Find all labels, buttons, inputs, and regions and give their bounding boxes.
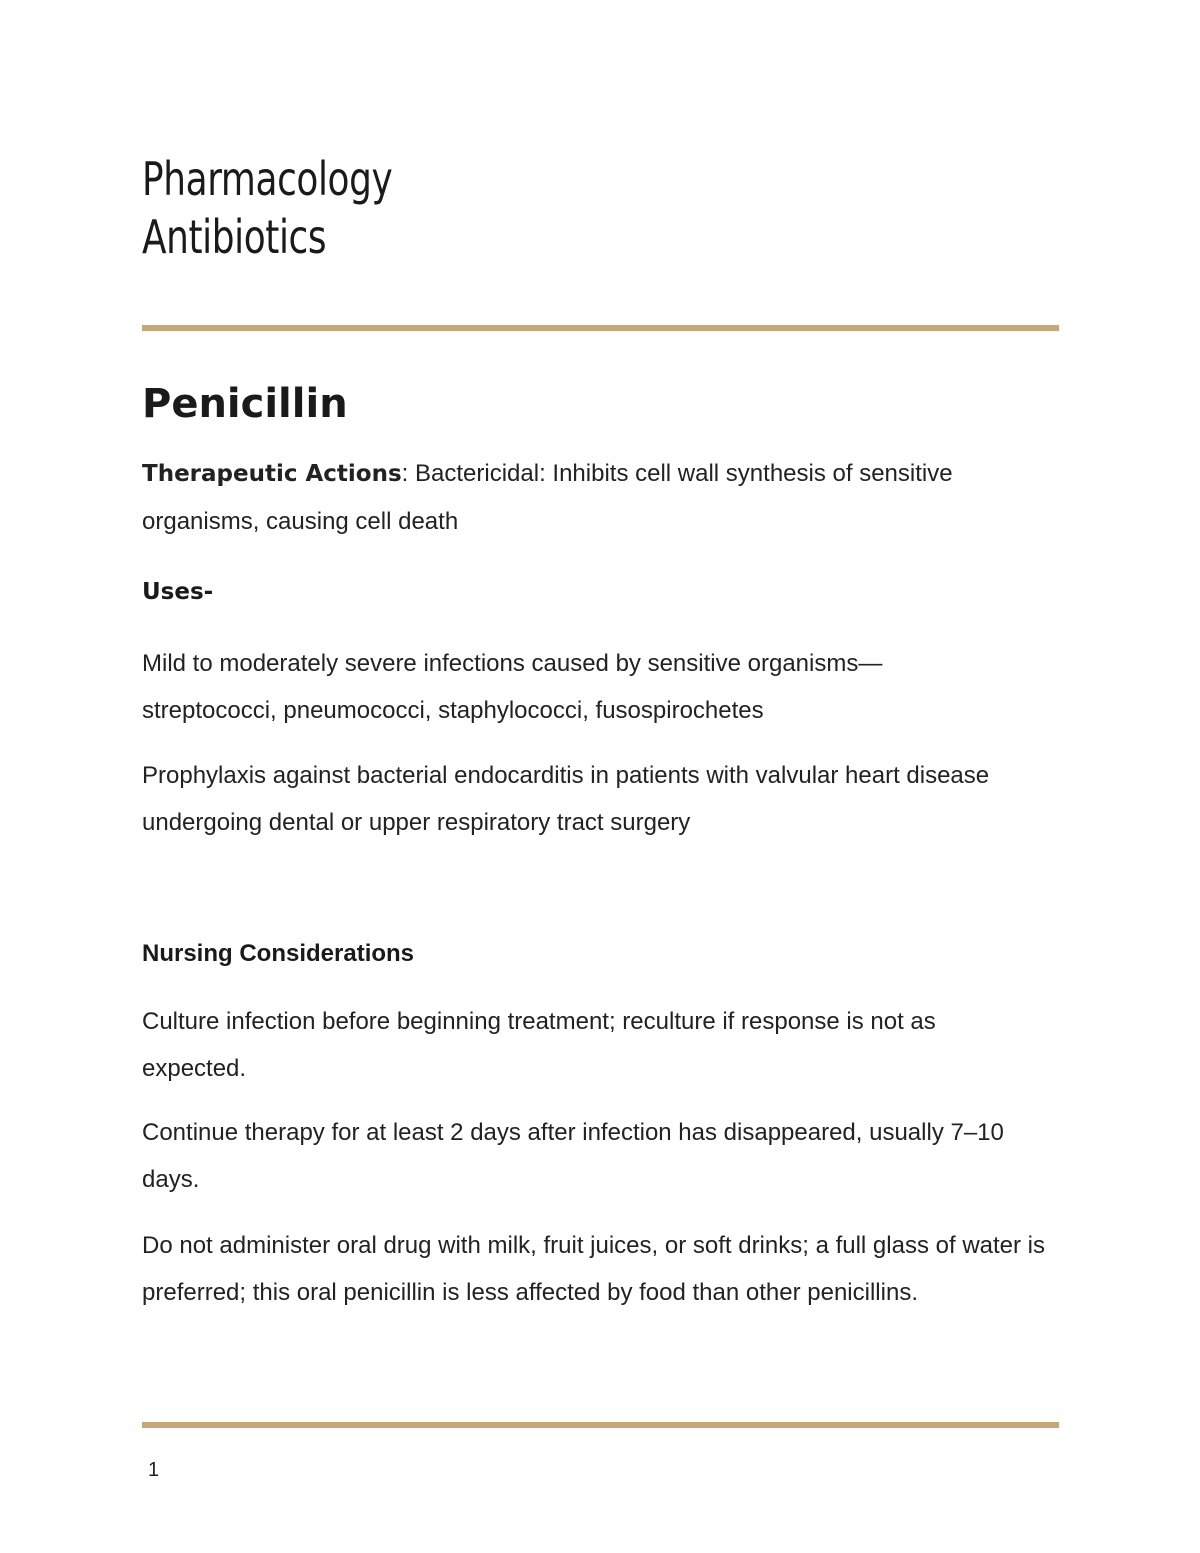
document-page	[142, 0, 1060, 1553]
nursing-item: Continue therapy for at least 2 days after infection has disappeared, usually 7–10 days.	[142, 1119, 1004, 1193]
uses-label: Uses-	[142, 579, 214, 605]
top-divider	[142, 325, 1059, 331]
document-subtitle: Antibiotics	[142, 210, 327, 264]
document-title: Pharmacology	[142, 152, 393, 206]
nursing-considerations-label: Nursing Considerations	[142, 940, 415, 967]
therapeutic-actions-text: : Bactericidal: Inhibits cell wall synthesis of sensitive organisms, causing cell death	[142, 460, 953, 535]
uses-item: Mild to moderately severe infections caused by sensitive organisms—streptococci, pneumococci, staphylococci, fusospirochetes	[142, 650, 883, 724]
section-heading: Penicillin	[142, 381, 348, 427]
title-block	[142, 150, 463, 266]
nursing-item: Culture infection before beginning treatment; reculture if response is not as expected.	[142, 1008, 936, 1082]
therapeutic-actions-label: Therapeutic Actions	[142, 461, 402, 487]
therapeutic-actions-paragraph	[142, 450, 1060, 545]
nursing-item: Do not administer oral drug with milk, fruit juices, or soft drinks; a full glass of water is preferred; this oral penicillin is less affected by food than other penicillins.	[142, 1232, 1045, 1306]
uses-item: Prophylaxis against bacterial endocarditis in patients with valvular heart disease undergoing dental or upper respiratory tract surgery	[142, 762, 990, 836]
page-number: 1	[148, 1459, 160, 1481]
bottom-divider	[142, 1422, 1059, 1428]
